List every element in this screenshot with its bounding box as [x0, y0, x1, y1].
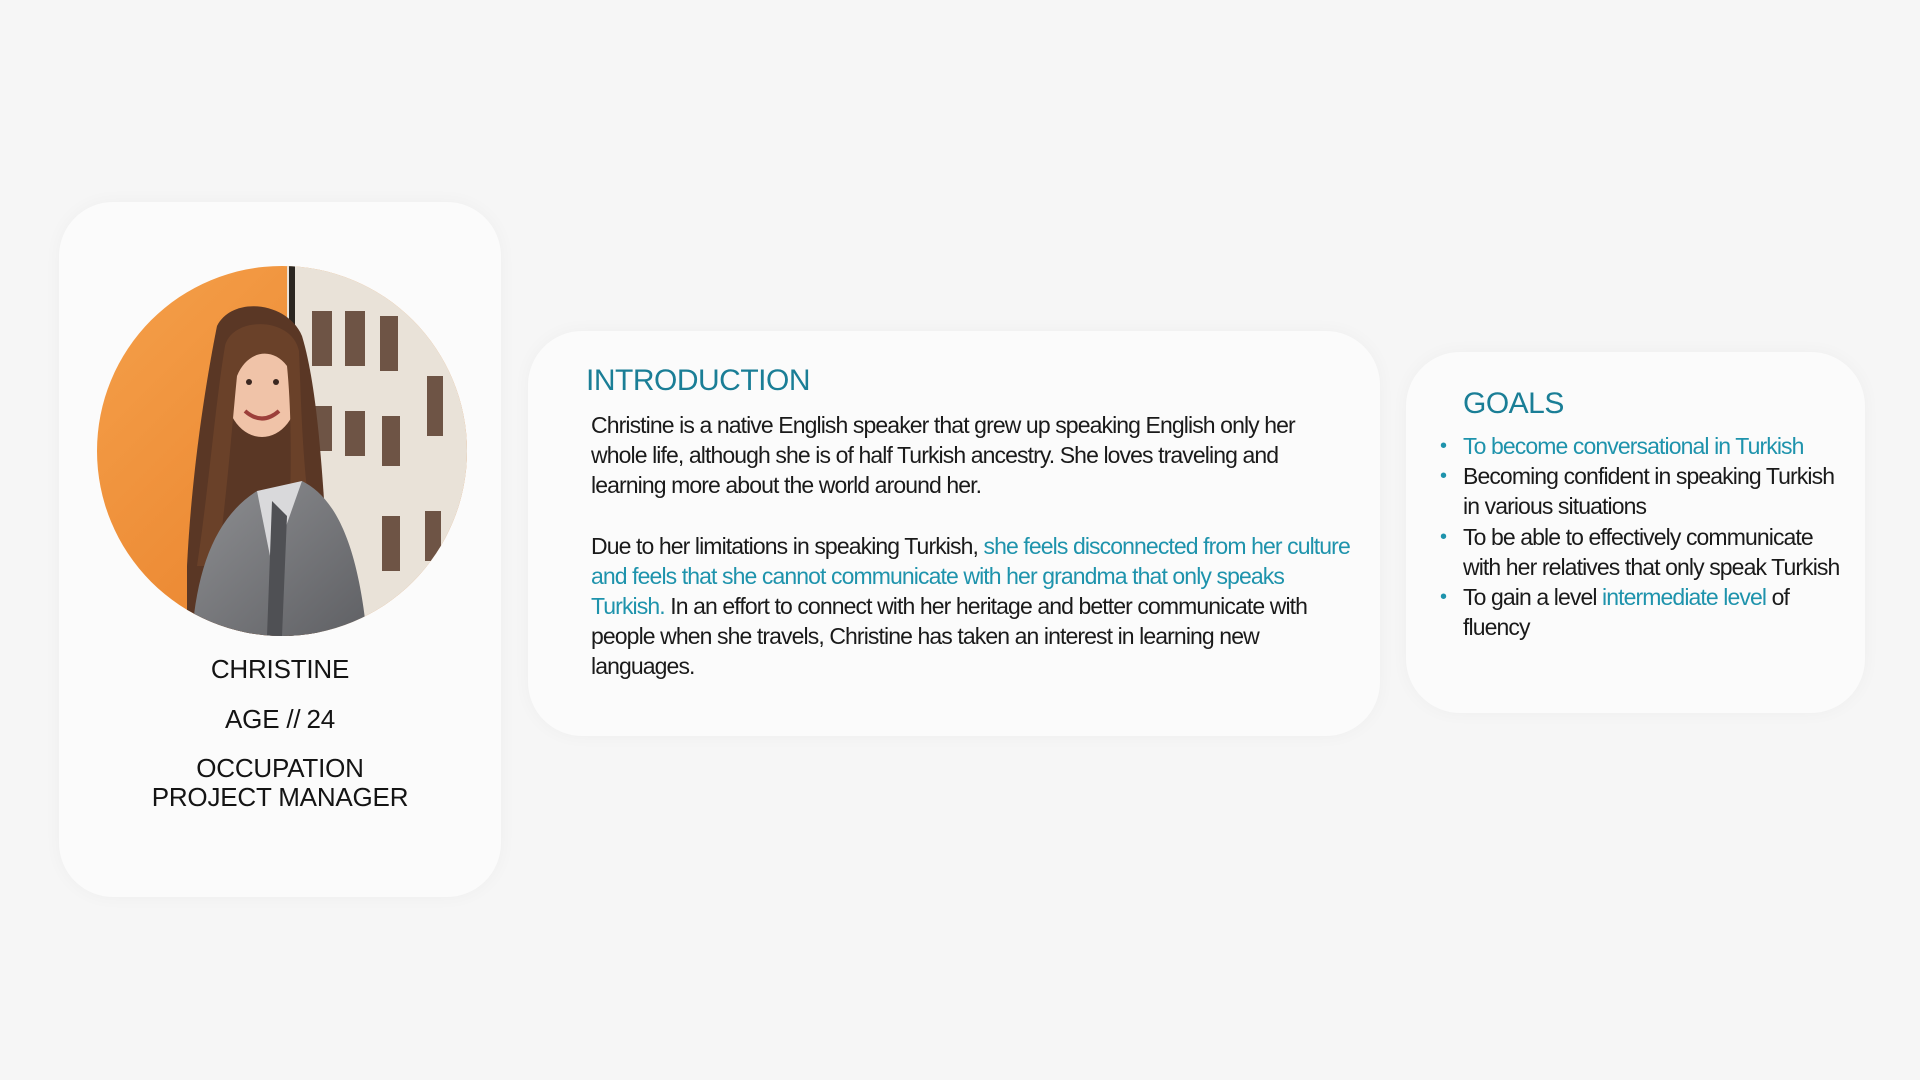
- introduction-paragraph-1: Christine is a native English speaker that grew up speaking English only her whole life, although she is of half Turkish ancestry. She loves traveling and learning more about the world around her.: [591, 412, 1295, 499]
- goal-text: To become conversational in Turkish: [1463, 433, 1804, 459]
- goal-item: [1440, 522, 1843, 582]
- paragraph-2-highlight: she feels disconnected from her culture and feels that she cannot communicate with her grandma that only speaks Turkish.: [591, 532, 1350, 620]
- goal-text-end: of fluency: [1463, 584, 1789, 641]
- goals-list: [1440, 431, 1843, 642]
- age-separator: //: [286, 704, 301, 734]
- persona-name: CHRISTINE: [210, 654, 350, 684]
- bullet-icon: •: [1440, 465, 1447, 488]
- profile-card: [59, 202, 501, 897]
- bullet-icon: •: [1440, 435, 1447, 457]
- persona-age: [59, 704, 501, 735]
- age-label: AGE: [225, 704, 280, 734]
- goals-card: [1406, 352, 1865, 713]
- occupation-label: OCCUPATION: [196, 753, 364, 783]
- avatar: [97, 266, 467, 636]
- paragraph-2-end: In an effort to connect with her heritage and better communicate with people when she travels, Christine has taken an interest in learning new languages.: [591, 593, 1308, 680]
- introduction-paragraph-2: [591, 531, 1351, 682]
- occupation-value: PROJECT MANAGER: [151, 782, 409, 812]
- paragraph-2-start: Due to her limitations in speaking Turkish,: [591, 532, 984, 559]
- goal-text: To be able to effectively communicate with her relatives that only speak Turkish: [1463, 523, 1840, 580]
- bullet-icon: •: [1440, 525, 1447, 548]
- goal-item: [1440, 431, 1843, 461]
- introduction-card: [528, 331, 1380, 736]
- goal-text-highlight: intermediate level: [1602, 584, 1767, 611]
- goal-item: [1440, 582, 1843, 642]
- avatar-photo: [97, 266, 467, 636]
- goal-text-start: To gain a level: [1463, 584, 1603, 611]
- goal-item: [1440, 461, 1843, 521]
- introduction-body: [591, 410, 1351, 682]
- introduction-title: INTRODUCTION: [586, 364, 810, 397]
- age-value: 24: [306, 704, 335, 734]
- goal-text: Becoming confident in speaking Turkish in various situations: [1463, 463, 1835, 520]
- goals-title: GOALS: [1463, 387, 1564, 420]
- bullet-icon: •: [1440, 586, 1447, 609]
